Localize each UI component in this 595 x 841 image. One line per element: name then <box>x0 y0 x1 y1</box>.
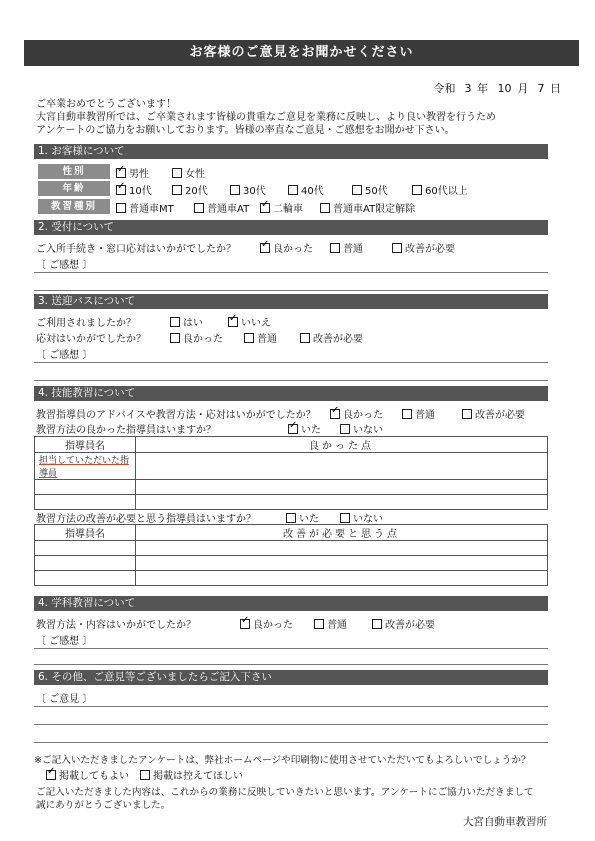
table-header-row <box>35 525 548 541</box>
checkbox-icon[interactable] <box>140 770 150 780</box>
section-2-header: 2. 受付について <box>34 220 548 235</box>
school-name: 大宮自動車教習所 <box>463 816 547 828</box>
section-3-header: 3. 送迎バスについて <box>34 294 548 309</box>
s3-average-option[interactable]: 普通 <box>244 330 277 345</box>
course-motorcycle-option[interactable]: ✓ 二輪車 <box>260 200 303 215</box>
consent-question: ※ご記入いただきましたアンケートは、弊社ホームページや印刷物に使用させていただいてもよろしいでしょうか？ <box>34 755 531 766</box>
s2-good-option[interactable]: ✓ 良かった <box>260 240 313 255</box>
age-50s-option[interactable]: 50代 <box>352 182 388 197</box>
s4-needs-improvement-option[interactable]: 改善が必要 <box>462 406 525 421</box>
checkbox-icon[interactable] <box>300 333 310 343</box>
table-row[interactable] <box>35 541 548 556</box>
checkbox-icon[interactable] <box>230 185 240 195</box>
section-1-header: 1. お客様について <box>34 144 548 159</box>
section-1-table <box>34 162 548 216</box>
s3-needs-improvement-option[interactable]: 改善が必要 <box>300 330 363 345</box>
checkbox-icon[interactable] <box>172 185 182 195</box>
s5-question: 教習方法・内容はいかがでしたか？ <box>36 620 196 631</box>
s3-question-2: 応対はいかがでしたか？ <box>36 334 146 345</box>
checkbox-checked-icon[interactable] <box>116 168 126 178</box>
checkbox-icon[interactable] <box>170 333 180 343</box>
closing-text: ご記入いただきました内容は、これからの業務に反映していきたいと思います。アンケートにご協力いただきまして 誠にありがとうございました。 <box>36 787 534 811</box>
date-era: 令和 <box>433 82 456 95</box>
s5-good-option[interactable]: ✓ 良かった <box>240 616 293 631</box>
table-row[interactable] <box>35 556 548 571</box>
improvement-points-header: 改善が必要と思う点 <box>136 525 548 541</box>
s2-question: ご入所手続き・窓口応対はいかがでしたか？ <box>36 244 236 255</box>
s3-comment-line-1[interactable] <box>34 362 548 363</box>
table-row[interactable] <box>35 453 548 480</box>
checkbox-icon[interactable] <box>320 203 330 213</box>
table-row[interactable] <box>35 571 548 586</box>
s6-comment-line-1[interactable] <box>34 706 548 707</box>
age-60s-plus-option[interactable]: 60代以上 <box>412 182 468 197</box>
s4-bad-instructor-no-option[interactable]: いない <box>340 510 383 525</box>
gender-male-option[interactable]: ✓ 男性 <box>116 165 149 180</box>
s2-needs-improvement-option[interactable]: 改善が必要 <box>392 240 455 255</box>
checkbox-icon[interactable] <box>170 317 180 327</box>
checkbox-icon[interactable] <box>402 409 412 419</box>
checkbox-checked-icon[interactable] <box>116 185 126 195</box>
s5-comment-label: 〔 ご感想 〕 <box>36 636 93 647</box>
section-4-header: 4. 技能教習について <box>34 386 548 401</box>
checkbox-icon[interactable] <box>372 619 382 629</box>
checkbox-icon[interactable] <box>314 619 324 629</box>
s4-question-3: 教習方法の改善が必要と思う指導員はいますか？ <box>36 514 256 525</box>
s5-needs-improvement-option[interactable]: 改善が必要 <box>372 616 435 631</box>
s6-comment-line-2[interactable] <box>34 724 548 725</box>
improvement-instructor-table <box>34 524 548 586</box>
s6-comment-label: 〔 ご意見 〕 <box>36 694 93 705</box>
course-at-unlock-option[interactable]: 普通車AT限定解除 <box>320 200 415 215</box>
s3-good-option[interactable]: 良かった <box>170 330 223 345</box>
checkbox-icon[interactable] <box>340 424 350 434</box>
table-row[interactable] <box>35 495 548 510</box>
s4-average-option[interactable]: 普通 <box>402 406 435 421</box>
s2-comment-line-1[interactable] <box>34 272 548 273</box>
date-year-value[interactable]: 3 <box>464 82 472 95</box>
s5-comment-line-2[interactable] <box>34 664 548 665</box>
checkbox-icon[interactable] <box>244 333 254 343</box>
date-day-value[interactable]: 7 <box>537 82 545 95</box>
s4-good-instructor-no-option[interactable]: いない <box>340 421 383 436</box>
instructor-name-header: 指導員名 <box>35 437 136 453</box>
good-instructor-table <box>34 436 548 510</box>
intro-text: ご卒業おめでとうございます！ 大宮自動車教習所では、ご卒業されます皆様の貴重なご意見を業務に反映し、より良い教習を行うため アンケートのご協力をお願いしております。皆様の率直なご意見・ご感想をお聞かせ下さい。 <box>36 99 496 136</box>
s4-good-option[interactable]: ✓ 良かった <box>330 406 383 421</box>
course-at-option[interactable]: 普通車AT <box>194 200 249 215</box>
s4-question-1: 教習指導員のアドバイスや教習方法・応対はいかがでしたか？ <box>36 410 316 421</box>
age-40s-option[interactable]: 40代 <box>288 182 324 197</box>
checkbox-icon[interactable] <box>412 185 422 195</box>
checkbox-checked-icon[interactable] <box>330 409 340 419</box>
checkbox-checked-icon[interactable] <box>240 619 250 629</box>
consent-no-option[interactable]: 掲載は控えてほしい <box>140 767 243 782</box>
checkbox-checked-icon[interactable] <box>288 424 298 434</box>
checkbox-checked-icon[interactable] <box>228 317 238 327</box>
age-label: 年齢 <box>38 181 110 196</box>
gender-label: 性別 <box>38 164 110 179</box>
checkbox-icon[interactable] <box>194 203 204 213</box>
age-20s-option[interactable]: 20代 <box>172 182 208 197</box>
course-type-label: 教習種別 <box>38 199 110 214</box>
s2-comment-line-2[interactable] <box>34 290 548 291</box>
checkbox-icon[interactable] <box>286 513 296 523</box>
good-points-header: 良かった点 <box>136 437 548 453</box>
s3-comment-line-2[interactable] <box>34 380 548 381</box>
s3-question-1: ご利用されましたか？ <box>36 318 136 329</box>
s5-average-option[interactable]: 普通 <box>314 616 347 631</box>
s2-average-option[interactable]: 普通 <box>330 240 363 255</box>
checkbox-icon[interactable] <box>352 185 362 195</box>
checkbox-checked-icon[interactable] <box>260 243 270 253</box>
table-row[interactable] <box>35 480 548 495</box>
s6-comment-line-3[interactable] <box>34 742 548 743</box>
s4-bad-instructor-yes-option[interactable]: いた <box>286 510 319 525</box>
form-date: 令和 3 年 10 月 7 日 <box>433 82 561 95</box>
checkbox-checked-icon[interactable] <box>46 770 56 780</box>
section-5-header: 4. 学科教習について <box>34 596 548 611</box>
checkbox-icon[interactable] <box>172 168 182 178</box>
course-mt-option[interactable]: 普通車MT <box>116 200 174 215</box>
s3-comment-label: 〔 ご感想 〕 <box>36 350 93 361</box>
checkbox-icon[interactable] <box>340 513 350 523</box>
s5-comment-line-1[interactable] <box>34 648 548 649</box>
s2-comment-label: 〔 ご感想 〕 <box>36 260 93 271</box>
s4-good-instructor-yes-option[interactable]: ✓ いた <box>288 421 321 436</box>
age-30s-option[interactable]: 30代 <box>230 182 266 197</box>
s3-yes-option[interactable]: はい <box>170 314 203 329</box>
handwritten-instructor-note: 担当していただいた指導員 <box>39 456 130 479</box>
gender-female-option[interactable]: 女性 <box>172 165 205 180</box>
consent-yes-option[interactable]: ✓掲載してもよい <box>46 767 129 782</box>
checkbox-icon[interactable] <box>330 243 340 253</box>
instructor-name-header: 指導員名 <box>35 525 136 541</box>
checkbox-icon[interactable] <box>392 243 402 253</box>
checkbox-checked-icon[interactable] <box>260 203 270 213</box>
section-6-header: 6. その他、ご意見等ございましたらご記入下さい <box>34 670 548 685</box>
checkbox-icon[interactable] <box>116 203 126 213</box>
checkbox-icon[interactable] <box>462 409 472 419</box>
table-header-row <box>35 437 548 453</box>
checkbox-icon[interactable] <box>288 185 298 195</box>
s4-question-2: 教習方法の良かった指導員はいますか？ <box>36 425 216 436</box>
age-10s-option[interactable]: ✓ 10代 <box>116 182 152 197</box>
date-month-value[interactable]: 10 <box>497 82 512 95</box>
s3-no-option[interactable]: ✓ いいえ <box>228 314 271 329</box>
form-title-banner: お客様のご意見をお聞かせください <box>24 40 579 66</box>
